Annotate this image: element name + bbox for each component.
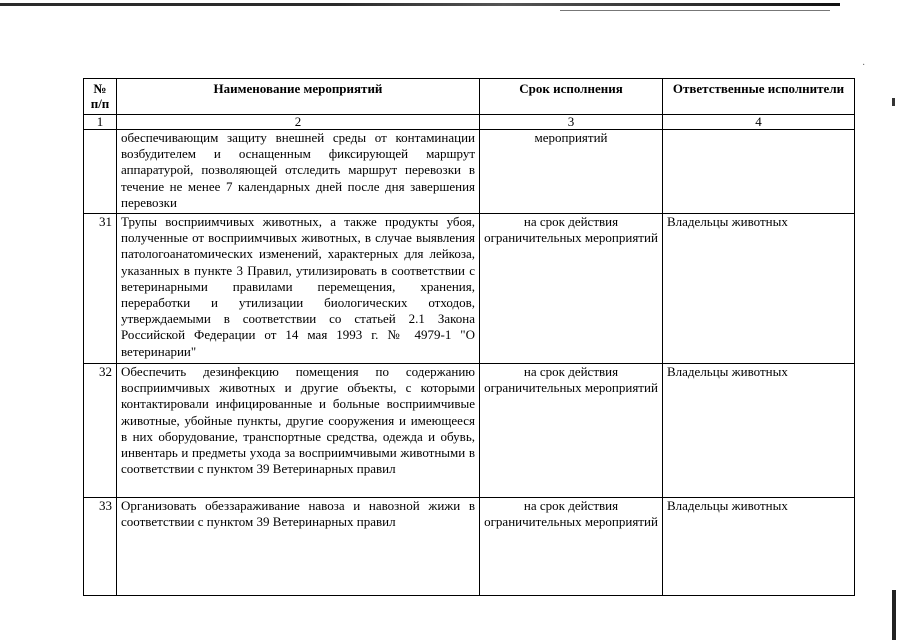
table-row	[84, 498, 855, 596]
column-index: 2	[117, 115, 480, 130]
column-index-row	[84, 115, 855, 130]
table-row	[84, 130, 855, 214]
measure-responsible: Владельцы животных	[663, 214, 855, 364]
measure-term: мероприятий	[480, 130, 663, 214]
header-resp: Ответственные исполнители	[663, 79, 855, 115]
scan-speck: ·	[862, 60, 866, 71]
row-number: 32	[84, 364, 117, 498]
measure-term: на срок действия ограничительных мероприятий	[480, 364, 663, 498]
scan-top-line-2	[560, 10, 830, 11]
measure-name: Организовать обеззараживание навоза и навозной жижи в соответствии с пунктом 39 Ветеринарных правил	[117, 498, 480, 596]
scan-top-line	[0, 3, 840, 6]
row-number: 31	[84, 214, 117, 364]
measure-responsible: Владельцы животных	[663, 364, 855, 498]
column-index: 4	[663, 115, 855, 130]
measure-term: на срок действия ограничительных мероприятий	[480, 498, 663, 596]
measure-responsible	[663, 130, 855, 214]
column-index: 1	[84, 115, 117, 130]
header-num: № п/п	[84, 79, 117, 115]
row-number: 33	[84, 498, 117, 596]
table-row	[84, 214, 855, 364]
header-term: Срок исполнения	[480, 79, 663, 115]
measure-responsible: Владельцы животных	[663, 498, 855, 596]
table-header-row	[84, 79, 855, 115]
measure-term: на срок действия ограничительных мероприятий	[480, 214, 663, 364]
measures-table	[83, 78, 855, 596]
column-index: 3	[480, 115, 663, 130]
table-row	[84, 364, 855, 498]
measure-name: Обеспечить дезинфекцию помещения по содержанию восприимчивых животных и другие объекты, с которыми контактировали инфицированные и больные восприимчивые животные, убойные пункты, другие сооружения и имеющееся в них оборудование, транспортные средства, одежда и обувь, инвентарь и предметы ухода за восприимчивыми животными в соответствии с пунктом 39 Ветеринарных правил	[117, 364, 480, 498]
header-name: Наименование мероприятий	[117, 79, 480, 115]
scan-edge-mark-bottom	[892, 590, 896, 640]
measure-name: обеспечивающим защиту внешней среды от контаминации возбудителем и оснащенным фиксирующей маршрут аппаратурой, позволяющей отследить маршрут перевозки в течение не менее 7 календарных дней после дня завершения перевозки	[117, 130, 480, 214]
scan-edge-mark	[892, 98, 895, 106]
row-number	[84, 130, 117, 214]
measure-name: Трупы восприимчивых животных, а также продукты убоя, полученные от восприимчивых животных, в случае выявления патологоанатомических изменений, характерных для лейкоза, указанных в пункте 3 Правил, утилизировать в соответствии с ветеринарными правилами перемещения, хранения, переработки и утилизации биологических отходов, утверждаемыми в соответствии со статьей 2.1 Закона Российской Федерации от 14 мая 1993 г. № 4979-1 "О ветеринарии"	[117, 214, 480, 364]
